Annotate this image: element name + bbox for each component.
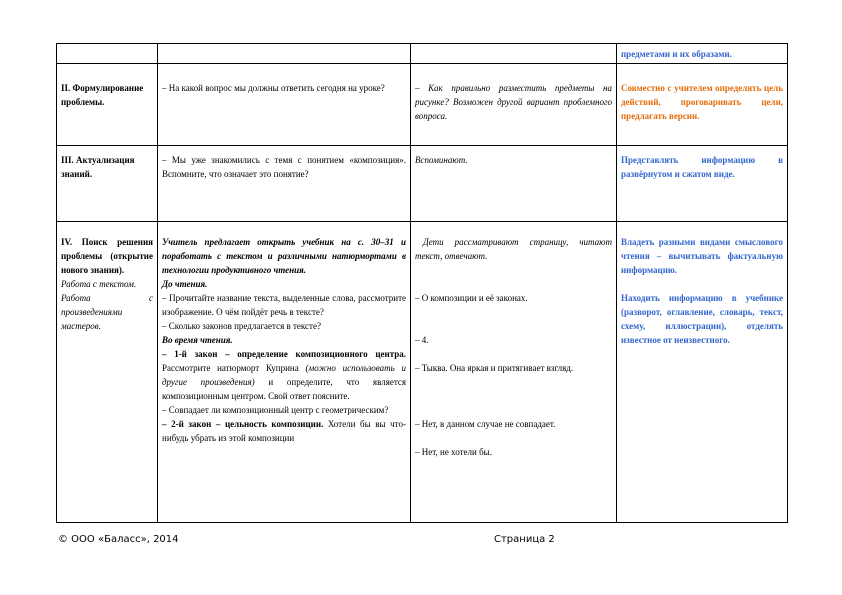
stage-title: III. Актуализация знаний. — [61, 155, 135, 179]
stage-cell — [57, 64, 158, 146]
students-cell — [411, 64, 617, 146]
footer-copyright: © ООО «Баласс», 2014 — [58, 534, 179, 545]
teacher-law — [162, 347, 406, 403]
student-answer: – Нет, не хотели бы. — [415, 447, 492, 457]
law-text: и определите, что является композиционным центром. Свой ответ поясните. — [162, 377, 407, 401]
uud-text: Представлять информацию в развёрнутом и сжатом виде. — [621, 155, 783, 179]
uud-cell — [617, 222, 788, 523]
stage-title: IV. Поиск решения проблемы (открытие нового знания). — [61, 237, 153, 275]
table-row — [57, 222, 788, 523]
stage-cell — [57, 44, 158, 64]
law-note: (можно использовать и другие произведения) — [162, 363, 407, 387]
table-row — [57, 64, 788, 146]
students-intro: Дети рассматривают страницу, читают текст, отвечают. — [415, 237, 612, 261]
teacher-question: – Сколько законов предлагается в тексте? — [162, 321, 321, 331]
table-row — [57, 146, 788, 222]
stage-subtitle: Работа с текстом. — [61, 279, 137, 289]
uud-text: Владеть разными видами смыслового чтения – вычитывать фактуальную информацию. — [621, 237, 783, 275]
law-title: – 2-й закон – цельность композиции. — [162, 419, 324, 429]
law-title: – 1-й закон – определение композиционного центра. — [162, 349, 406, 359]
uud-cell — [617, 44, 788, 64]
teacher-cell — [158, 64, 411, 146]
student-answer: – Нет, в данном случае не совпадает. — [415, 419, 556, 429]
uud-text: предметами и их образами. — [621, 49, 732, 59]
section-heading: До чтения. — [162, 279, 208, 289]
teacher-question: – Совпадает ли композиционный центр с геометрическим? — [162, 405, 389, 415]
section-heading: Во время чтения. — [162, 335, 233, 345]
lesson-table — [56, 43, 788, 523]
student-answer: – 4. — [415, 335, 429, 345]
teacher-cell — [158, 222, 411, 523]
teacher-law — [162, 417, 406, 445]
law-text: Хотели бы вы что-нибудь убрать из этой композиции — [162, 419, 406, 443]
teacher-cell — [158, 146, 411, 222]
students-cell — [411, 222, 617, 523]
uud-text: Находить информацию в учебнике (разворот, оглавление, словарь, текст, схему, иллюстрации), отделять известное от неизвестного. — [621, 293, 783, 345]
table-row — [57, 44, 788, 64]
student-answer: – О композиции и её законах. — [415, 293, 528, 303]
students-cell — [411, 146, 617, 222]
teacher-question: – Прочитайте название текста, выделенные слова, рассмотрите изображение. О чём пойдёт речь в тексте? — [162, 293, 406, 317]
teacher-text: – На какой вопрос мы должны ответить сегодня на уроке? — [162, 83, 385, 93]
stage-cell — [57, 222, 158, 523]
students-text: – Как правильно разместить предметы на рисунке? Возможен другой вариант проблемного вопроса. — [415, 83, 612, 121]
footer-page-number: Страница 2 — [494, 534, 555, 545]
uud-cell — [617, 64, 788, 146]
uud-cell — [617, 146, 788, 222]
teacher-text: – Мы уже знакомились с темя с понятием «композиция». Вспомните, что означает это понятие? — [162, 155, 406, 179]
stage-title: II. Формулирование проблемы. — [61, 83, 144, 107]
teacher-intro: Учитель предлагает открыть учебник на с. 30–31 и поработать с текстом и различными натюрмортами в технологии продуктивного чтения. — [162, 237, 406, 275]
teacher-cell — [158, 44, 411, 64]
stage-cell — [57, 146, 158, 222]
students-cell — [411, 44, 617, 64]
students-text: Вспоминают. — [415, 155, 468, 165]
law-text: Рассмотрите натюрморт Куприна — [162, 363, 299, 373]
stage-subtitle: Работа с произведениями мастеров. — [61, 293, 153, 331]
student-answer: – Тыква. Она яркая и притягивает взгляд. — [415, 363, 574, 373]
uud-text: Совместно с учителем определять цель действий, проговаривать цели, предлагать версии. — [621, 83, 783, 121]
